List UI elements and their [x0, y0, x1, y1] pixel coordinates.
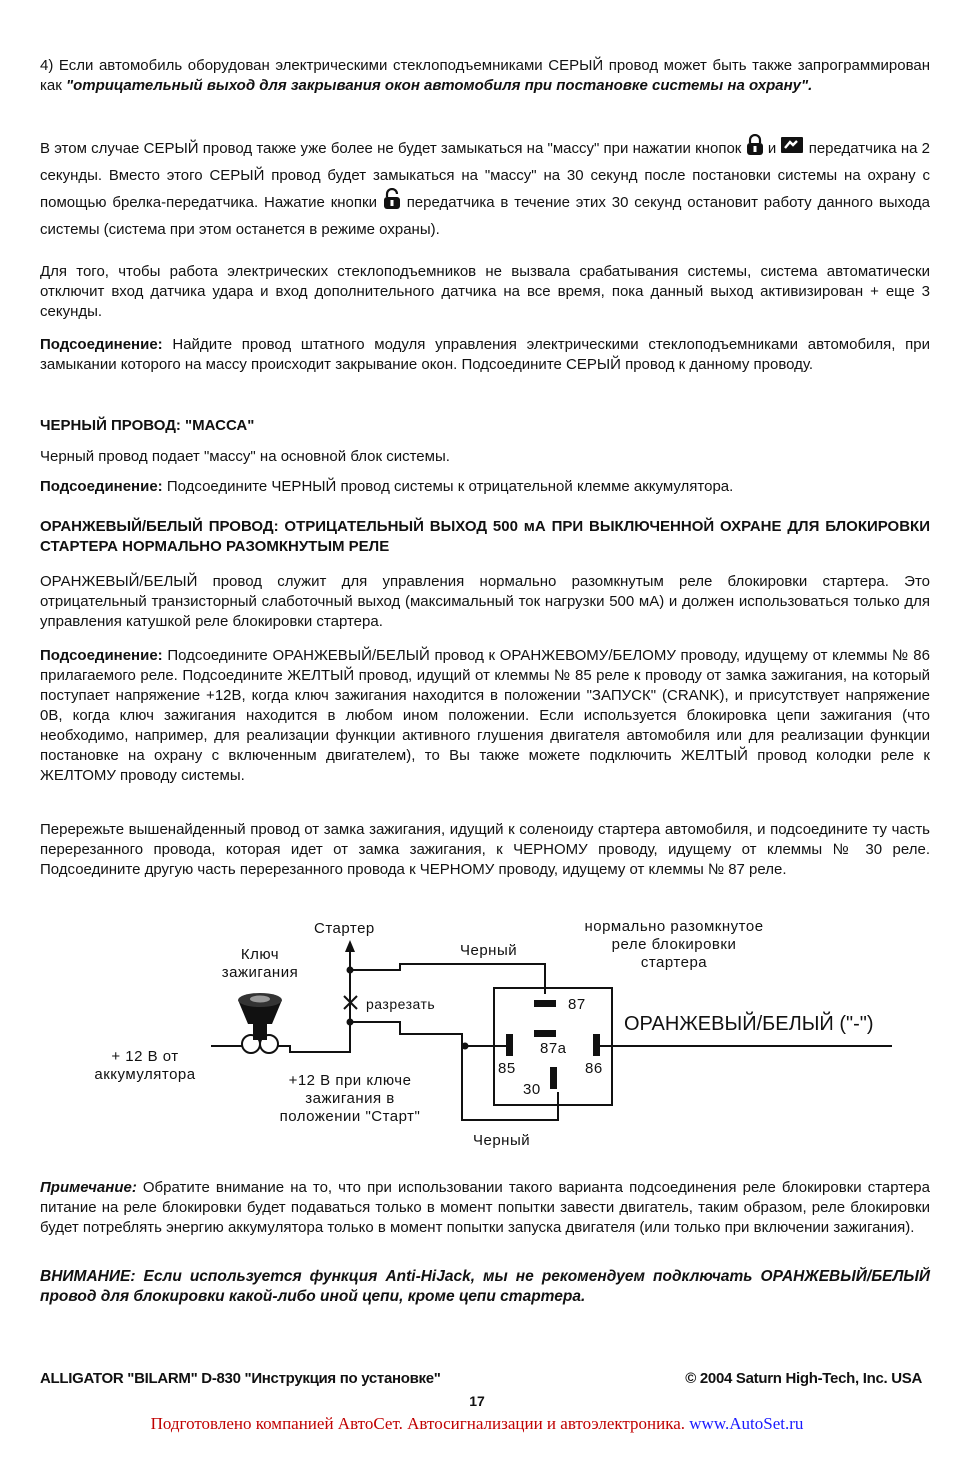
- ignition-key-icon: [238, 993, 282, 1053]
- connection-label: Подсоединение:: [40, 647, 163, 664]
- pin-30: [550, 1067, 557, 1089]
- label-line: аккумулятора: [94, 1066, 196, 1083]
- pin-87a: [534, 1030, 556, 1037]
- trunk-button-icon: [780, 136, 804, 162]
- note-label: Примечание:: [40, 1179, 137, 1196]
- label-line: стартера: [640, 954, 708, 971]
- ignition-start-label: [250, 1072, 450, 1126]
- paragraph-grey-wire-option: [40, 56, 930, 96]
- paragraph-text: передатчика на 2 секунды. Вместо этого СЕРЫЙ провод будет замыкаться на "массу" на 30 секунд после постановки системы на охрану с помощью брелка-передатчика. Нажатие кнопки: [40, 139, 931, 211]
- autoset-link[interactable]: www.AutoSet.ru: [689, 1414, 804, 1433]
- black-wire-bottom-label: Черный: [473, 1132, 531, 1149]
- ignition-key-label: [215, 946, 305, 982]
- credit-line: [0, 1414, 954, 1434]
- pin-85-label: 85: [498, 1060, 516, 1077]
- paragraph-text: 4) Если автомобиль оборудован электрическими стеклоподъемниками СЕРЫЙ провод может быть также запрограммирован как: [40, 57, 930, 94]
- paragraph-text: Обратите внимание на то, что при использовании такого варианта подсоединения реле блокировки стартера питание на реле блокировки будет подаваться только в момент попытки завести двигатель, таким образом, реле блокировки будет потреблять энергию аккумулятора только в момент попытки запуска двигателя (или только при включении зажигания).: [40, 1179, 930, 1236]
- label-line: зажигания: [221, 964, 299, 981]
- paragraph-text: Подсоедините ОРАНЖЕВЫЙ/БЕЛЫЙ провод к ОРАНЖЕВОМУ/БЕЛОМУ проводу, идущему от клеммы № 86 прилагаемого реле. Подсоедините ЖЕЛТЫЙ провод, идущий от клеммы № 85 реле к проводу от замка зажигания, на который поступает напряжение +12В, когда ключ зажигания находится в положении "ЗАПУСК" (CRANK), и присутствует напряжение 0В, когда ключ зажигания находится в любом ином положении. Если используется блокировка цепи зажигания (что необходимо, например, для реализации функции активного глушения двигателя автомобиля или для реализации функции постановке на охрану с включенным двигателем), то Вы также можете подключить ЖЕЛТЫЙ провод колодки реле к ЖЕЛТОМУ проводу системы.: [40, 647, 930, 784]
- paragraph-text: В этом случае СЕРЫЙ провод также уже более не будет замыкаться на "массу" при нажатии кнопок: [40, 139, 742, 157]
- output-wire-label: ОРАНЖЕВЫЙ/БЕЛЫЙ ("-"): [624, 1013, 874, 1035]
- heading-orange-white-wire: ОРАНЖЕВЫЙ/БЕЛЫЙ ПРОВОД: ОТРИЦАТЕЛЬНЫЙ ВЫХОД 500 мА ПРИ ВЫКЛЮЧЕННОЙ ОХРАНЕ ДЛЯ БЛОКИРОВКИ СТАРТЕРА НОРМАЛЬНО РАЗОМКНУТЫМ РЕЛЕ: [40, 518, 930, 555]
- warning-paragraph: ВНИМАНИЕ: Если используется функция Anti-HiJack, мы не рекомендуем подключать ОРАНЖЕВЫЙ/БЕЛЫЙ провод для блокировки какой-либо иной цепи, кроме цепи стартера.: [40, 1268, 930, 1305]
- paragraph-sensor-bypass: Для того, чтобы работа электрических стеклоподъемников не вызвала срабатывания системы, система автоматически отключит вход датчика удара и вход дополнительного датчика на все время, пока данный выход активизирован + еще 3 секунды.: [40, 263, 930, 320]
- page-number: 17: [469, 1393, 485, 1409]
- starter-label: Стартер: [314, 920, 375, 937]
- paragraph-grey-wire-behavior: [40, 134, 930, 242]
- label-line: реле блокировки: [611, 936, 737, 953]
- pin-85: [506, 1034, 513, 1056]
- pin-87-label: 87: [568, 996, 586, 1013]
- paragraph-text: и: [767, 139, 777, 157]
- starter-relay-wiring-diagram: [70, 912, 910, 1162]
- pin-86-label: 86: [585, 1060, 603, 1077]
- battery-label: [75, 1048, 215, 1084]
- unlock-button-icon: [383, 188, 401, 218]
- pin-87a-label: 87a: [540, 1040, 567, 1057]
- cut-label: разрезать: [366, 996, 436, 1012]
- label-line: +12 В при ключе: [288, 1072, 412, 1089]
- lock-button-icon: [746, 134, 764, 164]
- relay-description-label: [564, 918, 784, 972]
- note-paragraph: [40, 1178, 930, 1238]
- label-line: зажигания в: [305, 1090, 395, 1107]
- heading-black-wire: ЧЕРНЫЙ ПРОВОД: "МАССА": [40, 417, 255, 434]
- pin-87: [534, 1000, 556, 1007]
- black-wire-top-label: Черный: [460, 942, 518, 959]
- footer-title: ALLIGATOR "BILARM" D-830 "Инструкция по установке": [40, 1370, 441, 1387]
- paragraph-orange-white-connection: [40, 646, 930, 786]
- connection-label: Подсоединение:: [40, 336, 163, 353]
- label-line: нормально разомкнутое: [584, 918, 764, 935]
- pin-86: [593, 1034, 600, 1056]
- black-wire-87: [350, 964, 545, 994]
- paragraph-text: Подсоедините ЧЕРНЫЙ провод системы к отрицательной клемме аккумулятора.: [162, 478, 734, 495]
- connection-label: Подсоединение:: [40, 478, 163, 495]
- label-line: положении "Старт": [279, 1108, 421, 1125]
- paragraph-text: передатчика в течение этих 30 секунд остановит работу данного выхода системы (система при этом останется в режиме охраны).: [40, 193, 931, 238]
- credit-text: Подготовлено компанией АвтоСет. Автосигнализации и автоэлектроника.: [150, 1414, 690, 1433]
- paragraph-black-wire: Черный провод подает "массу" на основной блок системы.: [40, 448, 450, 465]
- label-line: + 12 В от: [111, 1048, 179, 1065]
- emphasis-text: "отрицательный выход для закрывания окон автомобиля при постановке системы на охрану".: [65, 77, 813, 94]
- paragraph-cut-wire: Перережьте вышенайденный провод от замка зажигания, идущий к соленоиду стартера автомобиля, и подсоедините ту часть перерезанного провода, которая идет от замка зажигания, к ЧЕРНОМУ проводу, идущему от клеммы № 30 реле. Подсоедините другую часть перерезанного провода к ЧЕРНОМУ проводу, идущему от клеммы № 87 реле.: [40, 821, 930, 878]
- pin-30-label: 30: [523, 1081, 541, 1098]
- paragraph-orange-white-purpose: ОРАНЖЕВЫЙ/БЕЛЫЙ провод служит для управления нормально разомкнутым реле блокировки стартера. Это отрицательный транзисторный слаботочный выход (максимальный ток нагрузки 500 мА) и должен использоваться только для управления катушкой реле блокировки стартера.: [40, 573, 930, 630]
- ignition-start-wire: [278, 1004, 350, 1052]
- label-line: Ключ: [240, 946, 280, 963]
- paragraph-black-connection: [40, 477, 930, 497]
- footer-copyright: © 2004 Saturn High-Tech, Inc. USA: [685, 1370, 922, 1387]
- paragraph-grey-connection: [40, 335, 930, 375]
- paragraph-text: Найдите провод штатного модуля управления электрическими стеклоподъемниками автомобиля, при замыкании которого на массу происходит закрывание окон. Подсоедините СЕРЫЙ провод к данному проводу.: [40, 336, 930, 373]
- starter-arrow: [345, 940, 355, 952]
